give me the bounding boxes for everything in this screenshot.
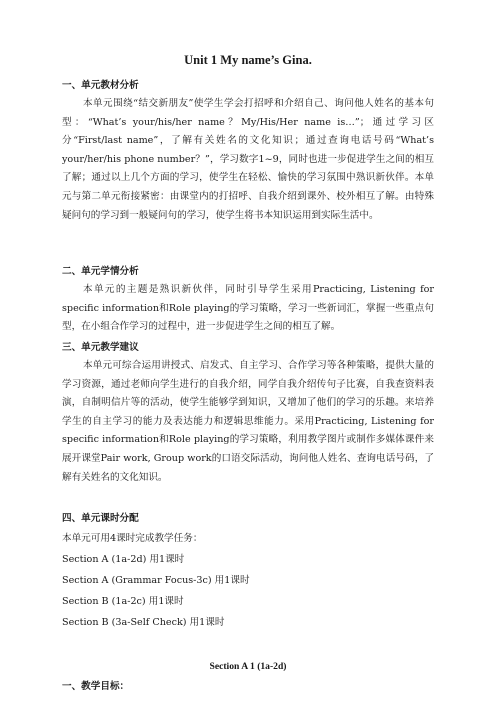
allocation-line-2: Section A (Grammar Focus-3c) 用1课时 <box>62 575 250 586</box>
allocation-intro-line: 本单元可用4课时完成教学任务： <box>62 533 203 544</box>
section-paragraph-material-analysis: 本单元围绕“结交新朋友”使学生学会打招呼和介绍自己、询问他人姓名的基本句型：“What’s your/his/her name？My/His/Her name is…”；通过学习区分“First/last name”，了解有关姓名的文化知识；通过查询电话号码“What’s your/her/his phone number？”，学习数字1~9，同时也进一步促进学生之间的相互了解；通过以上几个方面的学习，使学生在轻松、愉快的学习氛围中熟识新伙伴。本单元与第二单元衔接紧密：由课堂内的打招呼、自我介绍到课外、校外相互了解。由特殊疑问句的学习到一般疑问句的学习，使学生将书本知识运用到实际生活中。 <box>62 98 434 221</box>
allocation-line-3: Section B (1a-2c) 用1课时 <box>62 596 184 607</box>
section-heading-teaching-suggestions: 三、单元教学建议 <box>62 342 139 353</box>
section-heading-student-analysis: 二、单元学情分析 <box>62 266 139 277</box>
section-paragraph-teaching-suggestions: 本单元可综合运用讲授式、启发式、自主学习、合作学习等各种策略，提供大量的学习资源，通过老师向学生进行的自我介绍，同学自我介绍传句子比赛，自我查资料表演，自制明信片等的活动，使学生能够学到知识，又增加了他们的学习的乐趣。来培养学生的自主学习的能力及表达能力和逻辑思维能力。采用Practicing, Listening for specific information和Role playing的学习策略，利用教学图片或制作多媒体课件来展开课堂Pair work, Group work的口语交际活动，询问他人姓名、查询电话号码，了解有关姓名的文化知识。 <box>62 360 434 483</box>
document-title: Unit 1 My name’s Gina. <box>184 53 312 67</box>
lesson-objectives-heading: 一、教学目标： <box>62 681 130 692</box>
allocation-line-1: Section A (1a-2d) 用1课时 <box>62 554 185 565</box>
section-paragraph-student-analysis: 本单元的主题是熟识新伙伴，同时引导学生采用Practicing, Listening for specific information和Role playing的学习策略，学习一些新词汇，掌握一些重点句型，在小组合作学习的过程中，进一步促进学生之间的相互了解。 <box>62 284 434 333</box>
allocation-line-4: Section B (3a-Self Check) 用1课时 <box>62 617 225 628</box>
lesson-title: Section A 1 (1a-2d) <box>209 661 287 672</box>
section-heading-material-analysis: 一、单元教材分析 <box>62 80 139 91</box>
section-heading-lesson-allocation: 四、单元课时分配 <box>62 513 139 524</box>
